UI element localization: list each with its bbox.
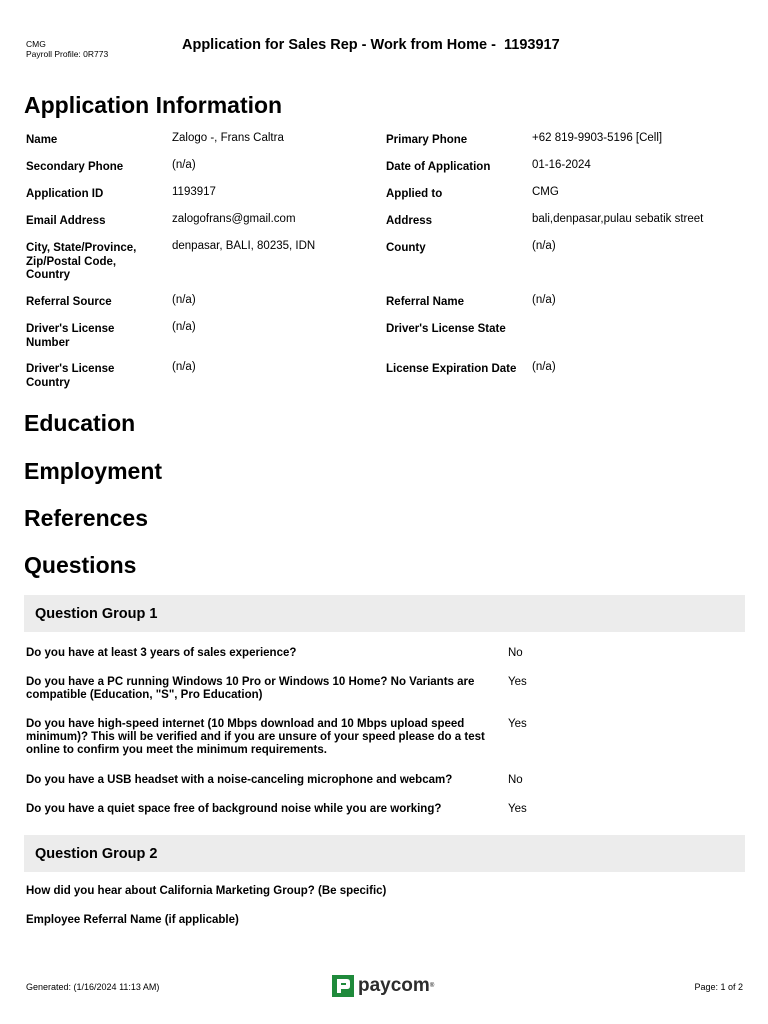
label-drivers-license-number: Driver's License Number	[26, 323, 115, 349]
answer-high-speed-internet: Yes	[508, 718, 527, 730]
paycom-logo	[332, 975, 434, 997]
answer-usb-headset: No	[508, 774, 523, 786]
value-drivers-license-number: (n/a)	[172, 321, 196, 333]
document-title: Application for Sales Rep - Work from Home - 1193917	[182, 37, 560, 53]
value-city-state-zip-country: denpasar, BALI, 80235, IDN	[172, 240, 316, 252]
question-sales-experience: Do you have at least 3 years of sales experience?	[26, 647, 297, 659]
answer-sales-experience: No	[508, 647, 523, 659]
section-questions: Questions	[24, 552, 137, 578]
paycom-logo-icon	[332, 975, 354, 997]
question-employee-referral-name: Employee Referral Name (if applicable)	[26, 914, 239, 926]
value-name: Zalogo -, Frans Caltra	[172, 132, 284, 144]
company-code: CMG	[26, 39, 46, 49]
value-address: bali,denpasar,pulau sebatik street	[532, 213, 704, 225]
label-address: Address	[386, 215, 433, 227]
section-application-information: Application Information	[24, 92, 283, 118]
footer-generated: Generated: (1/16/2024 11:13 AM)	[26, 982, 160, 992]
value-county: (n/a)	[532, 240, 556, 252]
value-license-expiration-date: (n/a)	[532, 361, 556, 373]
paycom-logo-mark: ®	[429, 983, 435, 989]
label-license-expiration-date: License Expiration Date	[386, 363, 517, 375]
answer-pc-windows: Yes	[508, 676, 527, 688]
label-email-address: Email Address	[26, 215, 106, 227]
section-employment: Employment	[24, 458, 163, 484]
label-referral-name: Referral Name	[386, 296, 464, 308]
question-group-2-header	[24, 835, 745, 872]
question-group-1-header	[24, 595, 745, 632]
footer-page-number: Page: 1 of 2	[694, 982, 743, 992]
label-county: County	[386, 242, 426, 254]
payroll-profile: Payroll Profile: 0R773	[26, 48, 109, 59]
paycom-logo-text: paycom	[358, 975, 430, 996]
label-name: Name	[26, 134, 58, 146]
question-pc-windows: Do you have a PC running Windows 10 Pro or Windows 10 Home? No Variants are compatible (Education, "S", Pro Education)	[26, 676, 475, 702]
value-applied-to: CMG	[532, 186, 559, 198]
label-secondary-phone: Secondary Phone	[26, 161, 124, 173]
question-quiet-space: Do you have a quiet space free of background noise while you are working?	[26, 803, 442, 815]
question-group-2-title: Question Group 2	[35, 846, 158, 862]
label-referral-source: Referral Source	[26, 296, 112, 308]
answer-quiet-space: Yes	[508, 803, 527, 815]
section-references: References	[24, 505, 149, 531]
question-high-speed-internet: Do you have high-speed internet (10 Mbps download and 10 Mbps upload speed minimum)? This will be verified and if you are unsure of your speed please do a test online to confirm you meet the minimum requirements.	[26, 718, 485, 757]
value-email-address: zalogofrans@gmail.com	[172, 213, 296, 225]
label-date-of-application: Date of Application	[386, 161, 491, 173]
question-usb-headset: Do you have a USB headset with a noise-canceling microphone and webcam?	[26, 774, 453, 786]
label-application-id: Application ID	[26, 188, 104, 200]
label-drivers-license-country: Driver's License Country	[26, 363, 115, 389]
value-date-of-application: 01-16-2024	[532, 159, 591, 171]
section-education: Education	[24, 410, 136, 436]
label-applied-to: Applied to	[386, 188, 443, 200]
question-group-1-title: Question Group 1	[35, 606, 158, 622]
value-secondary-phone: (n/a)	[172, 159, 196, 171]
value-primary-phone: +62 819-9903-5196 [Cell]	[532, 132, 663, 144]
label-primary-phone: Primary Phone	[386, 134, 468, 146]
value-referral-source: (n/a)	[172, 294, 196, 306]
header-company-info	[26, 40, 108, 59]
value-drivers-license-country: (n/a)	[172, 361, 196, 373]
value-referral-name: (n/a)	[532, 294, 556, 306]
value-application-id: 1193917	[172, 186, 216, 198]
label-city-state-zip-country: City, State/Province, Zip/Postal Code, Country	[26, 242, 137, 281]
label-drivers-license-state: Driver's License State	[386, 323, 506, 335]
question-how-did-you-hear: How did you hear about California Marketing Group? (Be specific)	[26, 885, 387, 897]
